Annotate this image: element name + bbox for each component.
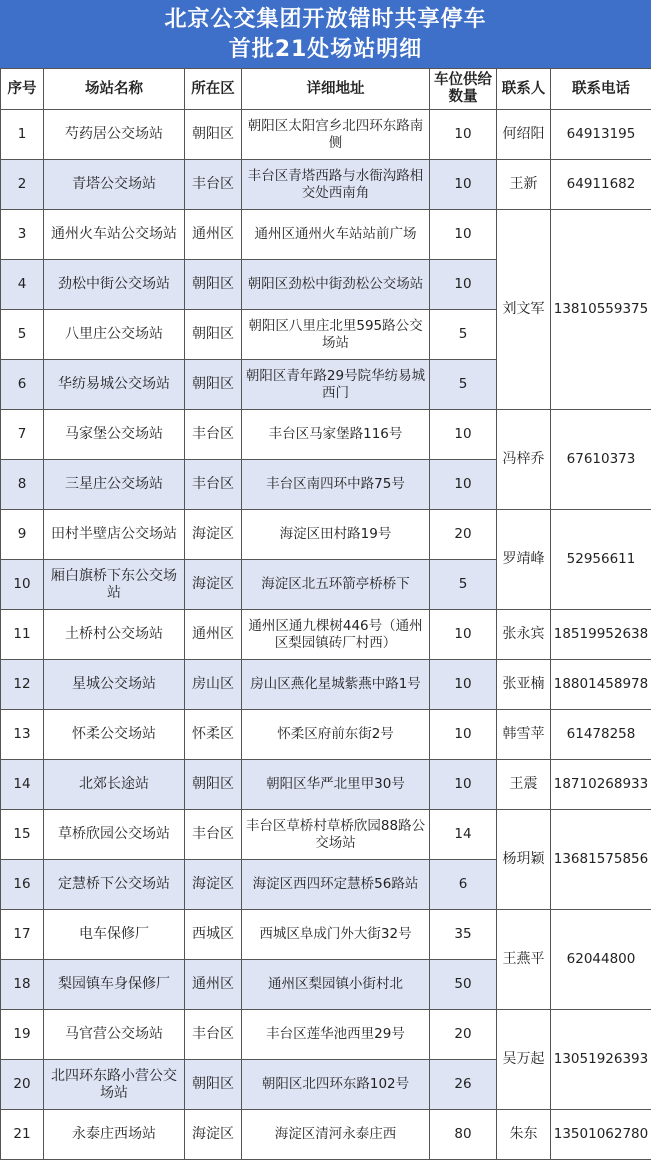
cell-name: 电车保修厂 (44, 910, 185, 960)
cell-district: 丰台区 (185, 410, 242, 460)
cell-count: 10 (430, 660, 497, 710)
cell-no: 12 (1, 660, 44, 710)
col-header-district: 所在区 (185, 69, 242, 110)
cell-name: 劲松中街公交场站 (44, 260, 185, 310)
cell-count: 6 (430, 860, 497, 910)
cell-address: 通州区梨园镇小街村北 (242, 960, 430, 1010)
cell-district: 朝阳区 (185, 260, 242, 310)
cell-phone: 13810559375 (551, 210, 651, 410)
table-row (1, 1110, 651, 1160)
cell-district: 朝阳区 (185, 110, 242, 160)
cell-name: 田村半壁店公交场站 (44, 510, 185, 560)
cell-count: 26 (430, 1060, 497, 1110)
cell-count: 35 (430, 910, 497, 960)
cell-address: 海淀区田村路19号 (242, 510, 430, 560)
cell-no: 10 (1, 560, 44, 610)
table-row (1, 160, 651, 210)
cell-district: 海淀区 (185, 1110, 242, 1160)
cell-no: 21 (1, 1110, 44, 1160)
cell-phone: 13681575856 (551, 810, 651, 910)
cell-no: 18 (1, 960, 44, 1010)
cell-district: 怀柔区 (185, 710, 242, 760)
cell-count: 10 (430, 710, 497, 760)
cell-name: 华纺易城公交场站 (44, 360, 185, 410)
cell-address: 海淀区西四环定慧桥56路站 (242, 860, 430, 910)
cell-count: 14 (430, 810, 497, 860)
cell-name: 八里庄公交场站 (44, 310, 185, 360)
cell-count: 10 (430, 460, 497, 510)
cell-phone: 18801458978 (551, 660, 651, 710)
cell-name: 青塔公交场站 (44, 160, 185, 210)
cell-count: 10 (430, 760, 497, 810)
cell-district: 西城区 (185, 910, 242, 960)
cell-no: 13 (1, 710, 44, 760)
cell-name: 星城公交场站 (44, 660, 185, 710)
cell-name: 马家堡公交场站 (44, 410, 185, 460)
page-title-line1: 北京公交集团开放错时共享停车 (164, 7, 487, 32)
cell-contact: 韩雪苹 (497, 710, 551, 760)
col-header-contact: 联系人 (497, 69, 551, 110)
table-row (1, 910, 651, 960)
cell-count: 5 (430, 360, 497, 410)
cell-address: 通州区通九棵树446号（通州区梨园镇砖厂村西） (242, 610, 430, 660)
cell-no: 1 (1, 110, 44, 160)
table-header-row (1, 69, 651, 110)
cell-address: 朝阳区华严北里甲30号 (242, 760, 430, 810)
cell-count: 10 (430, 610, 497, 660)
cell-phone: 67610373 (551, 410, 651, 510)
cell-no: 19 (1, 1010, 44, 1060)
cell-address: 朝阳区劲松中街劲松公交场站 (242, 260, 430, 310)
cell-address: 丰台区莲华池西里29号 (242, 1010, 430, 1060)
cell-district: 丰台区 (185, 160, 242, 210)
cell-district: 朝阳区 (185, 310, 242, 360)
cell-count: 5 (430, 560, 497, 610)
cell-address: 房山区燕化星城紫燕中路1号 (242, 660, 430, 710)
cell-name: 定慧桥下公交场站 (44, 860, 185, 910)
cell-phone: 61478258 (551, 710, 651, 760)
cell-no: 16 (1, 860, 44, 910)
cell-contact: 杨玥颖 (497, 810, 551, 910)
cell-address: 怀柔区府前东街2号 (242, 710, 430, 760)
page-title-line2: 首批21处场站明细 (228, 37, 423, 62)
table-row (1, 1010, 651, 1060)
cell-phone: 62044800 (551, 910, 651, 1010)
cell-count: 50 (430, 960, 497, 1010)
cell-phone: 18519952638 (551, 610, 651, 660)
cell-name: 草桥欣园公交场站 (44, 810, 185, 860)
cell-count: 20 (430, 510, 497, 560)
cell-contact: 张亚楠 (497, 660, 551, 710)
cell-name: 梨园镇车身保修厂 (44, 960, 185, 1010)
cell-no: 3 (1, 210, 44, 260)
cell-phone: 64911682 (551, 160, 651, 210)
cell-name: 芍药居公交场站 (44, 110, 185, 160)
cell-address: 海淀区清河永泰庄西 (242, 1110, 430, 1160)
cell-address: 丰台区青塔西路与水衙沟路相交处西南角 (242, 160, 430, 210)
cell-contact: 张永宾 (497, 610, 551, 660)
col-header-count: 车位供给数量 (430, 69, 497, 110)
parking-station-table (0, 68, 651, 1160)
cell-district: 丰台区 (185, 460, 242, 510)
cell-phone: 52956611 (551, 510, 651, 610)
cell-district: 朝阳区 (185, 760, 242, 810)
cell-no: 4 (1, 260, 44, 310)
cell-address: 朝阳区北四环东路102号 (242, 1060, 430, 1110)
cell-contact: 朱东 (497, 1110, 551, 1160)
cell-contact: 王震 (497, 760, 551, 810)
cell-name: 北郊长途站 (44, 760, 185, 810)
page-header (0, 0, 651, 70)
cell-count: 10 (430, 110, 497, 160)
cell-no: 14 (1, 760, 44, 810)
cell-no: 5 (1, 310, 44, 360)
cell-address: 丰台区草桥村草桥欣园88路公交场站 (242, 810, 430, 860)
cell-address: 丰台区马家堡路116号 (242, 410, 430, 460)
cell-district: 丰台区 (185, 1010, 242, 1060)
table-row (1, 710, 651, 760)
cell-count: 10 (430, 210, 497, 260)
cell-contact: 刘文军 (497, 210, 551, 410)
cell-address: 朝阳区青年路29号院华纺易城西门 (242, 360, 430, 410)
cell-count: 20 (430, 1010, 497, 1060)
cell-phone: 13051926393 (551, 1010, 651, 1110)
col-header-phone: 联系电话 (551, 69, 651, 110)
cell-district: 丰台区 (185, 810, 242, 860)
cell-no: 15 (1, 810, 44, 860)
cell-district: 通州区 (185, 960, 242, 1010)
cell-name: 通州火车站公交场站 (44, 210, 185, 260)
cell-count: 10 (430, 160, 497, 210)
table-row (1, 210, 651, 260)
table-row (1, 510, 651, 560)
cell-address: 通州区通州火车站站前广场 (242, 210, 430, 260)
cell-address: 丰台区南四环中路75号 (242, 460, 430, 510)
cell-district: 朝阳区 (185, 1060, 242, 1110)
cell-name: 土桥村公交场站 (44, 610, 185, 660)
cell-count: 10 (430, 260, 497, 310)
cell-district: 海淀区 (185, 510, 242, 560)
table-row (1, 110, 651, 160)
cell-address: 朝阳区八里庄北里595路公交场站 (242, 310, 430, 360)
col-header-name: 场站名称 (44, 69, 185, 110)
table-row (1, 660, 651, 710)
cell-no: 7 (1, 410, 44, 460)
cell-count: 5 (430, 310, 497, 360)
cell-district: 通州区 (185, 210, 242, 260)
cell-district: 通州区 (185, 610, 242, 660)
cell-contact: 罗靖峰 (497, 510, 551, 610)
cell-district: 海淀区 (185, 560, 242, 610)
cell-no: 17 (1, 910, 44, 960)
cell-address: 海淀区北五环箭亭桥桥下 (242, 560, 430, 610)
cell-no: 8 (1, 460, 44, 510)
cell-name: 怀柔公交场站 (44, 710, 185, 760)
cell-no: 11 (1, 610, 44, 660)
table-row (1, 810, 651, 860)
cell-contact: 吴万起 (497, 1010, 551, 1110)
table-row (1, 760, 651, 810)
cell-count: 80 (430, 1110, 497, 1160)
cell-name: 厢白旗桥下东公交场站 (44, 560, 185, 610)
cell-name: 永泰庄西场站 (44, 1110, 185, 1160)
cell-no: 20 (1, 1060, 44, 1110)
cell-contact: 王新 (497, 160, 551, 210)
cell-district: 朝阳区 (185, 360, 242, 410)
cell-name: 马官营公交场站 (44, 1010, 185, 1060)
col-header-address: 详细地址 (242, 69, 430, 110)
cell-contact: 王燕平 (497, 910, 551, 1010)
cell-district: 海淀区 (185, 860, 242, 910)
cell-address: 朝阳区太阳宫乡北四环东路南侧 (242, 110, 430, 160)
cell-count: 10 (430, 410, 497, 460)
cell-phone: 18710268933 (551, 760, 651, 810)
cell-phone: 13501062780 (551, 1110, 651, 1160)
cell-name: 三星庄公交场站 (44, 460, 185, 510)
cell-district: 房山区 (185, 660, 242, 710)
cell-phone: 64913195 (551, 110, 651, 160)
cell-contact: 冯梓乔 (497, 410, 551, 510)
cell-address: 西城区阜成门外大街32号 (242, 910, 430, 960)
table-row (1, 610, 651, 660)
col-header-no: 序号 (1, 69, 44, 110)
cell-no: 6 (1, 360, 44, 410)
cell-no: 2 (1, 160, 44, 210)
cell-no: 9 (1, 510, 44, 560)
cell-name: 北四环东路小营公交场站 (44, 1060, 185, 1110)
table-row (1, 410, 651, 460)
cell-contact: 何绍阳 (497, 110, 551, 160)
